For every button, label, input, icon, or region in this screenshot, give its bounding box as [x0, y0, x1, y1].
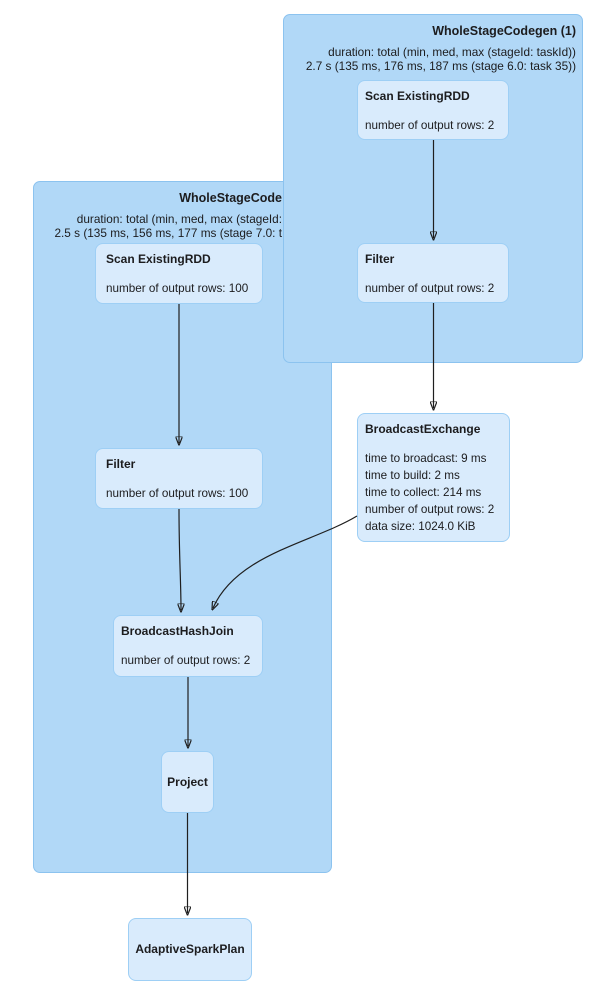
node-broadcast-exchange [357, 413, 510, 542]
node-metric: number of output rows: 2 [121, 654, 251, 667]
node-metric: data size: 1024.0 KiB [365, 520, 476, 533]
node-title: Scan ExistingRDD [365, 89, 470, 103]
node-scan-existingrdd-2 [95, 243, 263, 304]
node-metric: number of output rows: 2 [365, 282, 495, 295]
cluster-wholestagecodegen-1-duration [306, 46, 576, 73]
node-metric: number of output rows: 2 [365, 503, 495, 516]
node-title: Scan ExistingRDD [106, 252, 211, 266]
node-title: BroadcastExchange [365, 422, 481, 436]
node-broadcast-hash-join [113, 615, 263, 677]
node-filter-2 [95, 448, 263, 509]
duration-label: duration: total (min, med, max (stageId: [76, 212, 282, 226]
node-title: Filter [106, 457, 136, 471]
node-metric: number of output rows: 100 [106, 282, 249, 295]
node-metric: time to broadcast: 9 ms [365, 452, 487, 465]
node-filter-1 [357, 243, 509, 303]
cluster-wholestagecodegen-1-title: WholeStageCodegen (1) [432, 24, 576, 38]
node-metric: number of output rows: 100 [106, 487, 249, 500]
node-title: Project [167, 774, 208, 789]
cluster-wholestagecodegen-2-duration [54, 213, 282, 240]
duration-value: 2.5 s (135 ms, 156 ms, 177 ms (stage 7.0: t [54, 225, 282, 240]
node-metric: number of output rows: 2 [365, 119, 495, 132]
node-project [161, 751, 214, 813]
node-adaptive-spark-plan [128, 918, 252, 981]
node-metric: time to collect: 214 ms [365, 486, 482, 499]
node-title: Filter [365, 252, 395, 266]
duration-label: duration: total (min, med, max (stageId: taskId)) [328, 45, 576, 59]
node-title: BroadcastHashJoin [121, 624, 234, 638]
cluster-wholestagecodegen-2-title: WholeStageCode [179, 191, 282, 205]
cluster-wholestagecodegen-1 [283, 14, 583, 363]
node-metric: time to build: 2 ms [365, 469, 460, 482]
node-title: AdaptiveSparkPlan [135, 942, 245, 956]
node-scan-existingrdd-1 [357, 80, 509, 140]
duration-value: 2.7 s (135 ms, 176 ms, 187 ms (stage 6.0: task 35)) [305, 58, 576, 73]
